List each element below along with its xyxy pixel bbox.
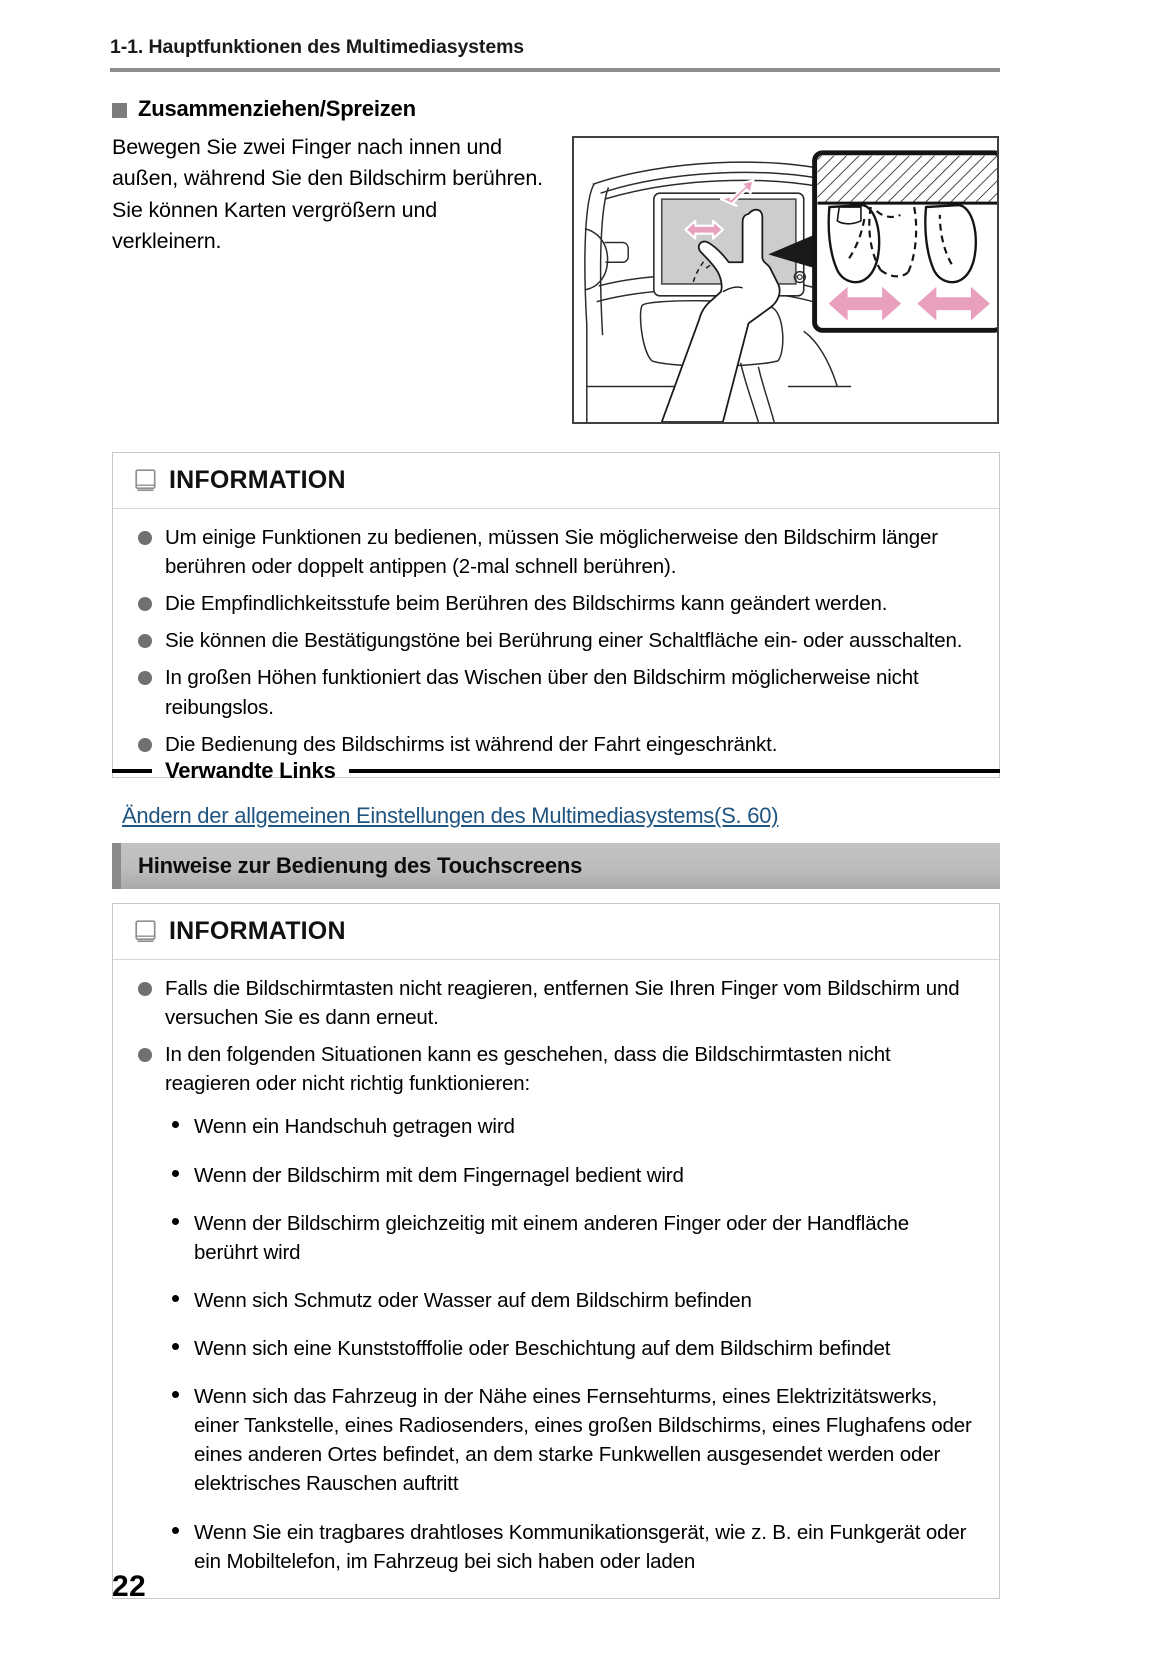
information-body-2: [113, 960, 999, 1598]
information-box-2: [112, 903, 1000, 1599]
list-item: Wenn sich das Fahrzeug in der Nähe eines Fernsehturms, eines Elektrizitätswerks, einer Tankstelle, eines Radiosenders, eines großen Bildschirms, eines Flughafens oder eines anderen Ortes befindet, an dem starke Funkwellen ausgesendet werden oder elektrisches Rauschen auftritt: [165, 1382, 973, 1498]
book-icon: [135, 469, 156, 492]
section-bar-title: Hinweise zur Bedienung des Touchscreens: [138, 853, 583, 878]
list-item: Wenn ein Handschuh getragen wird: [165, 1112, 973, 1141]
intro-paragraph: Bewegen Sie zwei Finger nach innen und außen, während Sie den Bildschirm berühren. Sie können Karten vergrößern und verkleinern.: [112, 135, 543, 254]
list-item: Sie können die Bestätigungstöne bei Berührung einer Schaltfläche ein- oder ausschalten.: [135, 626, 973, 655]
information-header-1: [113, 453, 999, 509]
related-links-header: [112, 758, 1000, 784]
list-item: Wenn der Bildschirm gleichzeitig mit einem anderen Finger oder der Handfläche berührt wird: [165, 1209, 973, 1267]
pinch-zoom-illustration: [572, 136, 999, 424]
illustration-svg: [574, 138, 997, 422]
related-link-item[interactable]: Ändern der allgemeinen Einstellungen des Multimediasystems(S. 60): [122, 803, 779, 828]
information-title-1: INFORMATION: [169, 466, 346, 494]
list-item: Die Empfindlichkeitsstufe beim Berühren des Bildschirms kann geändert werden.: [135, 589, 973, 618]
list-item-label: In den folgenden Situationen kann es geschehen, dass die Bildschirmtasten nicht reagieren oder nicht richtig funktionieren:: [165, 1043, 891, 1096]
information-body-1: [113, 509, 999, 777]
information-bullet-list-1: [135, 523, 973, 759]
chapter-title: 1-1. Hauptfunktionen des Multimediasystems: [110, 36, 525, 58]
list-item: Wenn sich eine Kunststofffolie oder Beschichtung auf dem Bildschirm befindet: [165, 1334, 973, 1363]
related-links-label: Verwandte Links: [165, 758, 336, 783]
list-item: Falls die Bildschirmtasten nicht reagieren, entfernen Sie Ihren Finger vom Bildschirm und versuchen Sie es dann erneut.: [135, 974, 973, 1032]
running-header: [110, 36, 1000, 72]
information-header-2: [113, 904, 999, 960]
section-heading: [112, 96, 416, 122]
list-item: [135, 1040, 973, 1576]
book-icon: [135, 920, 156, 943]
information-box-1: [112, 452, 1000, 778]
section-bar: [112, 843, 1000, 889]
rule-right: [349, 769, 1000, 773]
information-bullet-list-2: [135, 974, 973, 1576]
list-item: Wenn der Bildschirm mit dem Fingernagel bedient wird: [165, 1161, 973, 1190]
page-number: 22: [112, 1570, 146, 1603]
information-sub-list: [165, 1112, 973, 1575]
list-item: Wenn sich Schmutz oder Wasser auf dem Bildschirm befinden: [165, 1286, 973, 1315]
list-item: Um einige Funktionen zu bedienen, müssen Sie möglicherweise den Bildschirm länger berühren oder doppelt antippen (2-mal schnell berühren).: [135, 523, 973, 581]
section-heading-label: Zusammenziehen/Spreizen: [138, 96, 416, 121]
information-title-2: INFORMATION: [169, 917, 346, 945]
header-rule: [110, 68, 1000, 72]
rule-left: [112, 769, 152, 773]
list-item: Wenn Sie ein tragbares drahtloses Kommunikationsgerät, wie z. B. ein Funkgerät oder ein Mobiltelefon, im Fahrzeug bei sich haben oder laden: [165, 1518, 973, 1576]
list-item: In großen Höhen funktioniert das Wischen über den Bildschirm möglicherweise nicht reibungslos.: [135, 663, 973, 721]
square-marker-icon: [112, 103, 127, 118]
list-item: Die Bedienung des Bildschirms ist während der Fahrt eingeschränkt.: [135, 730, 973, 759]
